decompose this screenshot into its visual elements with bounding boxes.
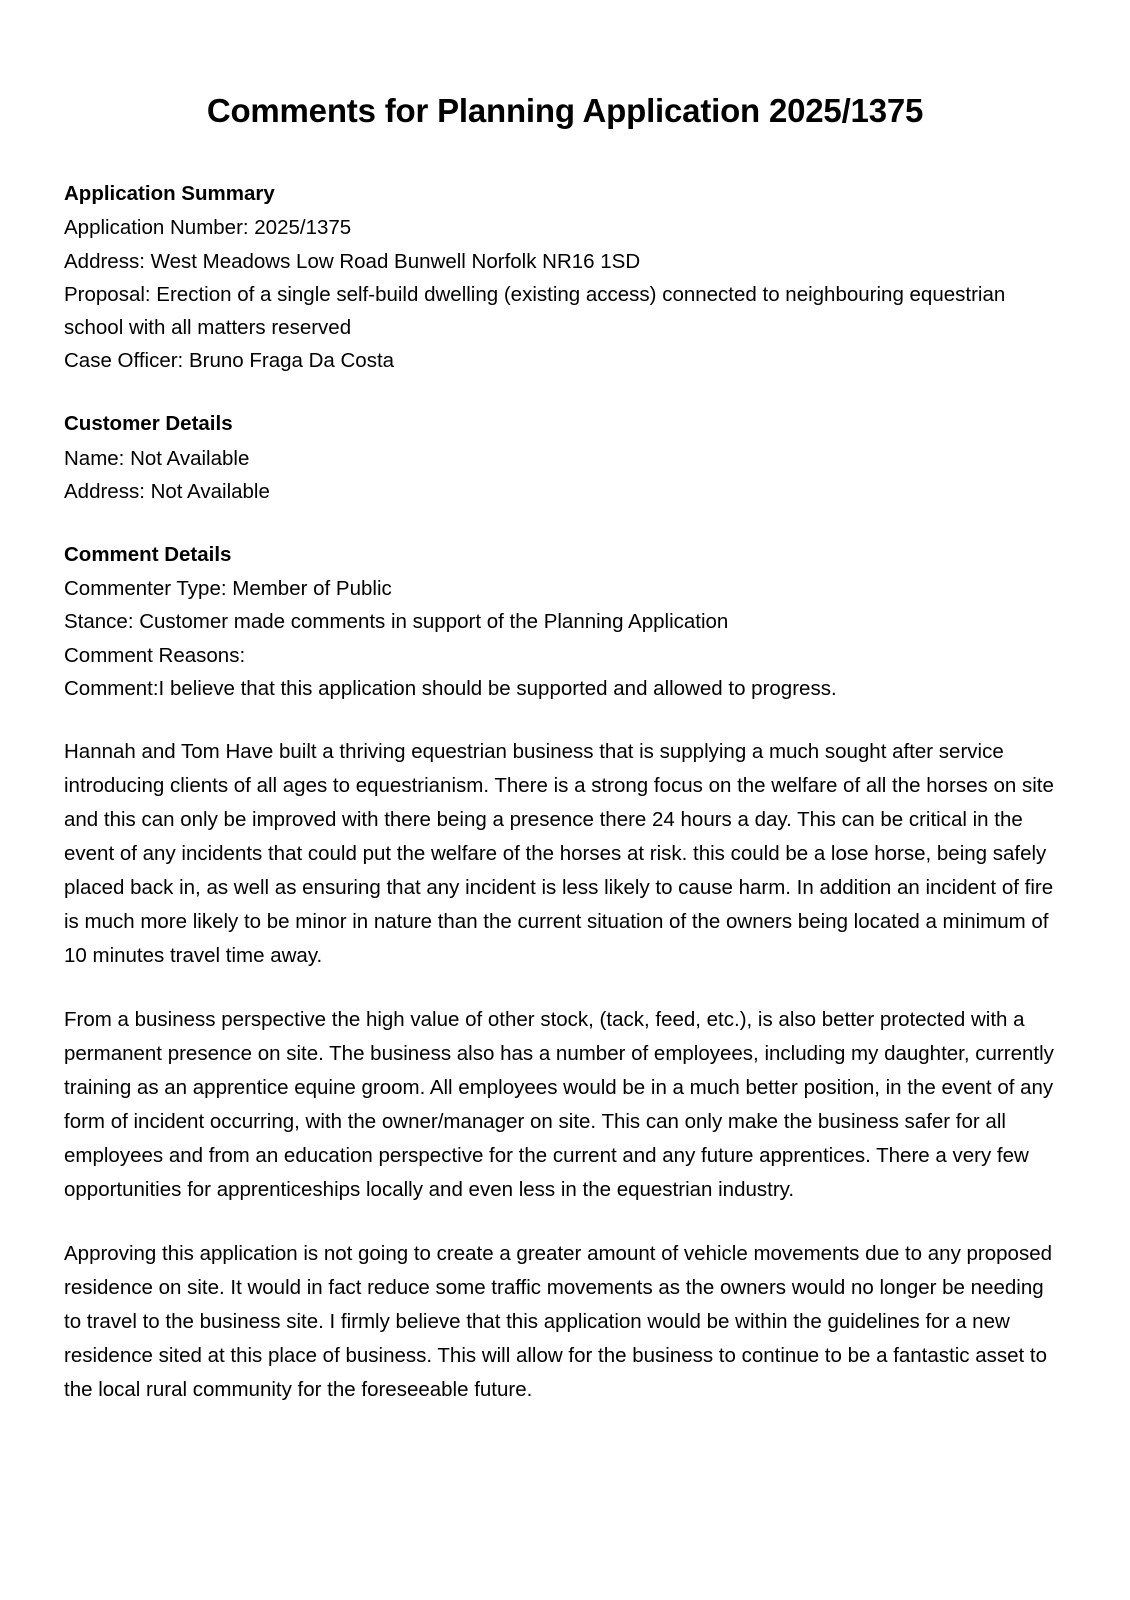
application-proposal-line: Proposal: Erection of a single self-build dwelling (existing access) connected to neighbouring equestrian school with all matters reserved <box>64 282 1006 340</box>
comment-paragraph-1: Hannah and Tom Have built a thriving equestrian business that is supplying a much sought after service introducing clients of all ages to equestrianism. There is a strong focus on the welfare of all the horses on site and this can only be improved with there being a presence there 24 hours a day. This can be critical in the event of any incidents that could put the welfare of the horses at risk. this could be a lose horse, being safely placed back in, as well as ensuring that any incident is less likely to cause harm. In addition an incident of fire is much more likely to be minor in nature than the current situation of the owners being located a minimum of 10 minutes travel time away. <box>64 740 1054 968</box>
comment-paragraph-2: From a business perspective the high value of other stock, (tack, feed, etc.), is also better protected with a permanent presence on site. The business also has a number of employees, including my daughter, currently training as an apprentice equine groom. All employees would be in a much better position, in the event of any form of incident occurring, with the owner/manager on site. This can only make the business safer for all employees and from an education perspective for the current and any future apprentices. There a very few opportunities for apprenticeships locally and even less in the equestrian industry. <box>64 1008 1054 1202</box>
application-number-line: Application Number: 2025/1375 <box>64 216 352 240</box>
customer-address-line: Address: Not Available <box>64 479 270 503</box>
page-title: Comments for Planning Application 2025/1375 <box>206 92 924 129</box>
customer-name-line: Name: Not Available <box>64 446 250 470</box>
section-heading-application-summary: Application Summary <box>64 182 275 206</box>
comment-body <box>64 735 1066 1407</box>
section-customer-details <box>64 407 1066 508</box>
section-heading-comment-details: Comment Details <box>64 543 232 567</box>
section-application-summary <box>64 177 1066 377</box>
case-officer-line: Case Officer: Bruno Fraga Da Costa <box>64 349 395 373</box>
comment-reasons-line: Comment Reasons: <box>64 643 246 667</box>
comment-opening-line: Comment:I believe that this application should be supported and allowed to progress. <box>64 676 837 700</box>
comment-paragraph-3: Approving this application is not going to create a greater amount of vehicle movements due to any proposed residence on site. It would in fact reduce some traffic movements as the owners would no longer be needing to travel to the business site. I firmly believe that this application would be within the guidelines for a new residence sited at this place of business. This will allow for the business to continue to be a fantastic asset to the local rural community for the foreseeable future. <box>64 1242 1053 1402</box>
section-heading-customer-details: Customer Details <box>64 412 233 436</box>
application-address-line: Address: West Meadows Low Road Bunwell Norfolk NR16 1SD <box>64 249 641 273</box>
section-comment-details <box>64 538 1066 705</box>
stance-line: Stance: Customer made comments in support of the Planning Application <box>64 610 729 634</box>
commenter-type-line: Commenter Type: Member of Public <box>64 577 392 601</box>
